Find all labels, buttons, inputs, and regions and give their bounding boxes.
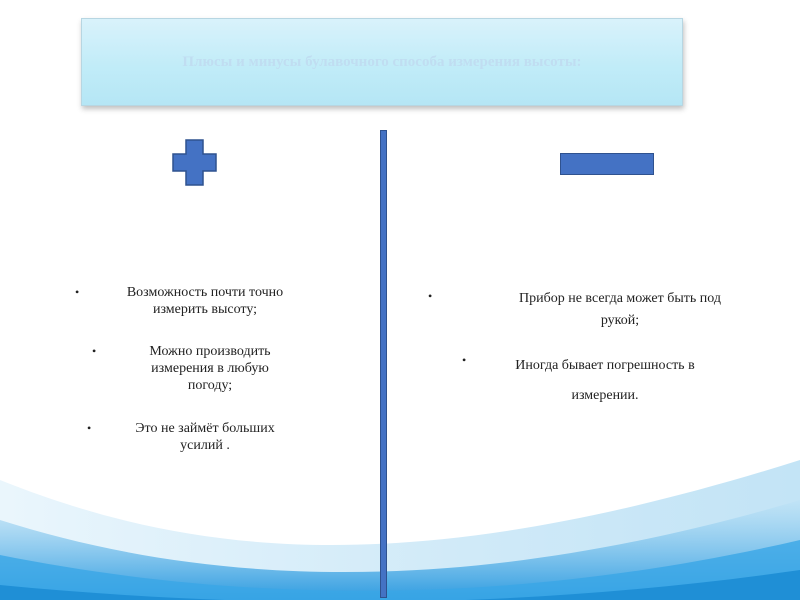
cons-item-1: Прибор не всегда может быть под рукой; [518,291,721,328]
pros-item-1: Возможность почти точно измерить высоту; [126,285,284,317]
bullet: • [462,353,467,367]
minus-icon [560,153,654,175]
title-banner [81,18,683,106]
bullet: • [428,289,433,303]
plus-icon [172,139,217,186]
bullet: • [75,285,80,299]
bullet: • [87,421,92,435]
bullet: • [92,344,97,358]
pros-item-2: Можно производить измерения в любую погоду; [149,344,271,393]
pros-item-3: Это не займёт больших усилий . [135,421,275,453]
column-divider [380,130,387,598]
slide-title: Плюсы и минусы булавочного способа измерения высоты: [182,54,582,70]
cons-item-2: Иногда бывает погрешность в измерении. [515,358,695,403]
